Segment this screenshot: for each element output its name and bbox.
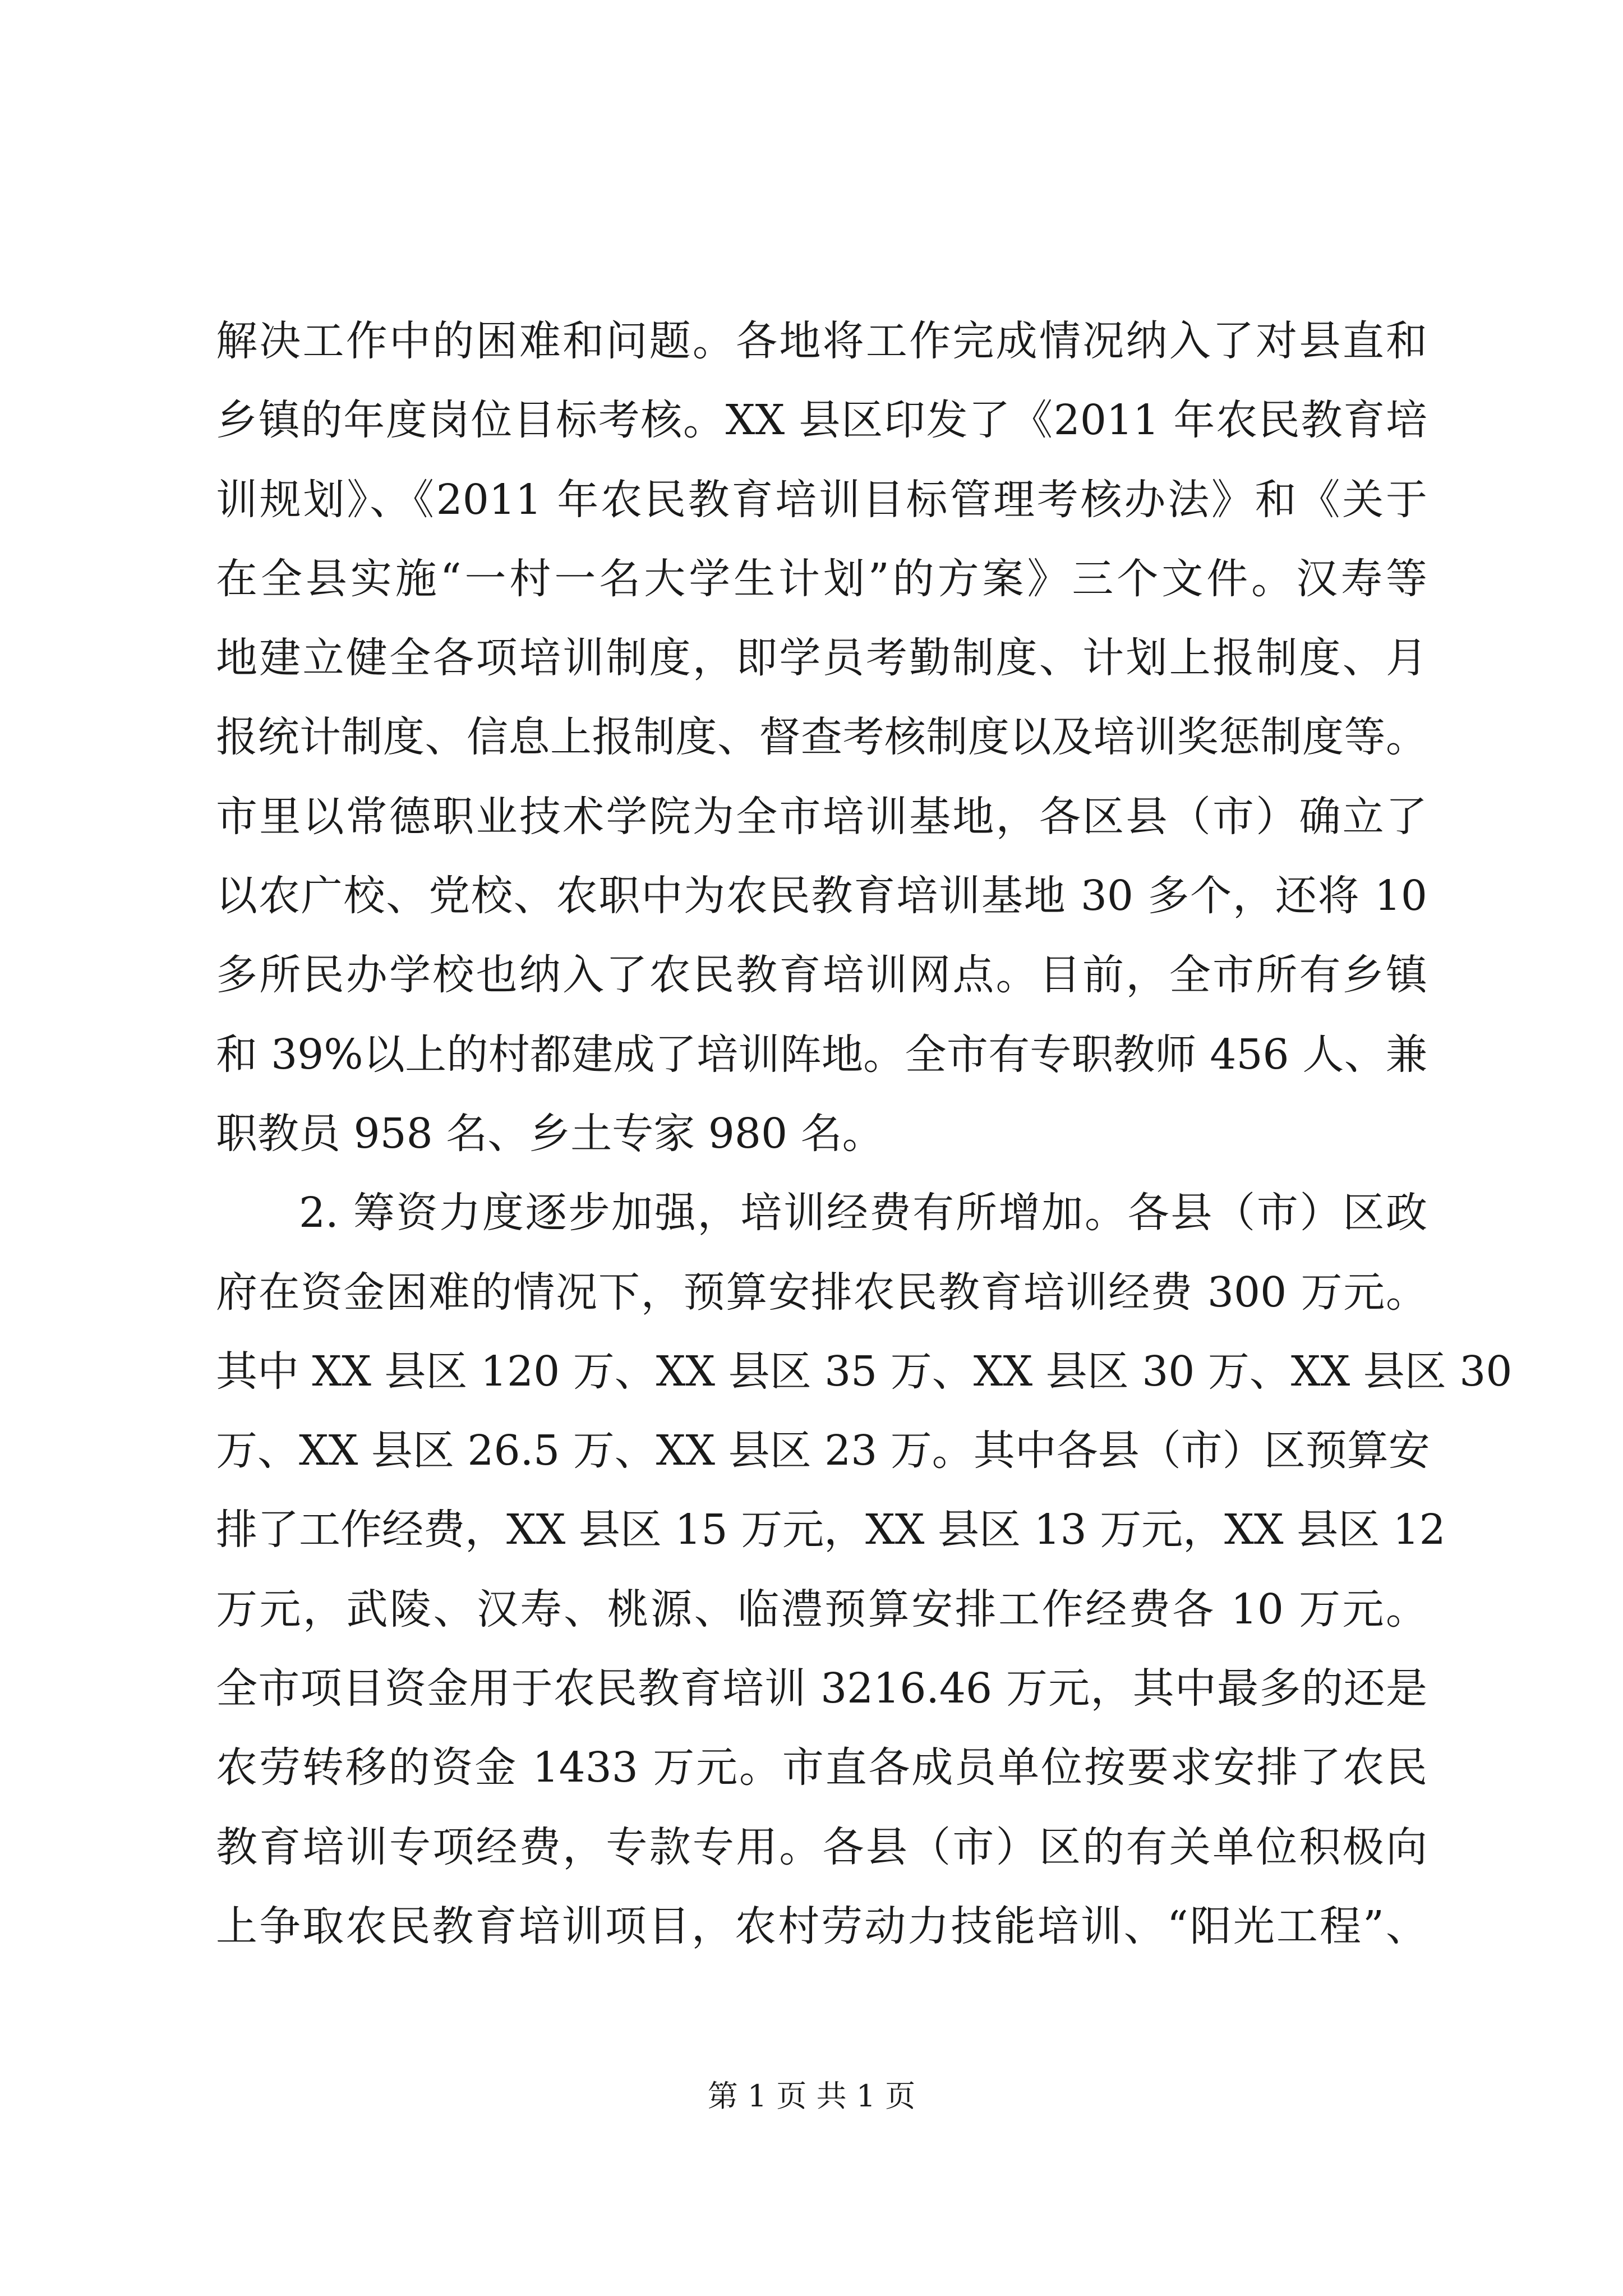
text-line: 以农广校、党校、农职中为农民教育培训基地 30 多个，还将 10	[216, 872, 1427, 921]
text-line: 上争取农民教育培训项目，农村劳动力技能培训、“阳光工程”、	[216, 1902, 1427, 1950]
text-line: 农劳转移的资金 1433 万元。市直各成员单位按要求安排了农民	[216, 1743, 1427, 1792]
text-line: 其中 XX 县区 120 万、XX 县区 35 万、XX 县区 30 万、XX 县区 30	[216, 1347, 1513, 1396]
page-footer	[0, 2077, 1623, 2116]
text-line: 市里以常德职业技术学院为全市培训基地，各区县（市）确立了	[216, 792, 1427, 841]
text-line: 在全县实施“一村一名大学生计划”的方案》三个文件。汉寿等	[216, 554, 1427, 603]
page-number-label: 第 1 页 共 1 页	[707, 2078, 916, 2114]
text-line: 训规划》、《2011 年农民教育培训目标管理考核办法》和《关于	[216, 475, 1427, 524]
text-line: 和 39%以上的村都建成了培训阵地。全市有专职教师 456 人、兼	[216, 1030, 1427, 1079]
text-line: 地建立健全各项培训制度，即学员考勤制度、计划上报制度、月	[216, 634, 1427, 683]
text-line: 万、XX 县区 26.5 万、XX 县区 23 万。其中各县（市）区预算安	[216, 1427, 1430, 1475]
text-line: 万元，武陵、汉寿、桃源、临澧预算安排工作经费各 10 万元。	[216, 1585, 1427, 1634]
text-line: 报统计制度、信息上报制度、督查考核制度以及培训奖惩制度等。	[216, 713, 1427, 762]
document-body	[216, 302, 1513, 1966]
text-line: 乡镇的年度岗位目标考核。XX 县区印发了《2011 年农民教育培	[216, 396, 1427, 445]
text-line: 排了工作经费，XX 县区 15 万元，XX 县区 13 万元，XX 县区 12	[216, 1506, 1446, 1554]
text-line: 教育培训专项经费，专款专用。各县（市）区的有关单位积极向	[216, 1823, 1427, 1871]
paragraph-start-line: 2. 筹资力度逐步加强，培训经费有所增加。各县（市）区政	[299, 1189, 1427, 1237]
text-line: 全市项目资金用于农民教育培训 3216.46 万元，其中最多的还是	[216, 1664, 1427, 1713]
paragraph-end-line: 职教员 958 名、乡土专家 980 名。	[216, 1109, 884, 1158]
text-line: 解决工作中的困难和问题。各地将工作完成情况纳入了对县直和	[216, 317, 1427, 365]
text-line: 多所民办学校也纳入了农民教育培训网点。目前，全市所有乡镇	[216, 951, 1427, 1000]
text-line: 府在资金困难的情况下，预算安排农民教育培训经费 300 万元。	[216, 1268, 1427, 1317]
